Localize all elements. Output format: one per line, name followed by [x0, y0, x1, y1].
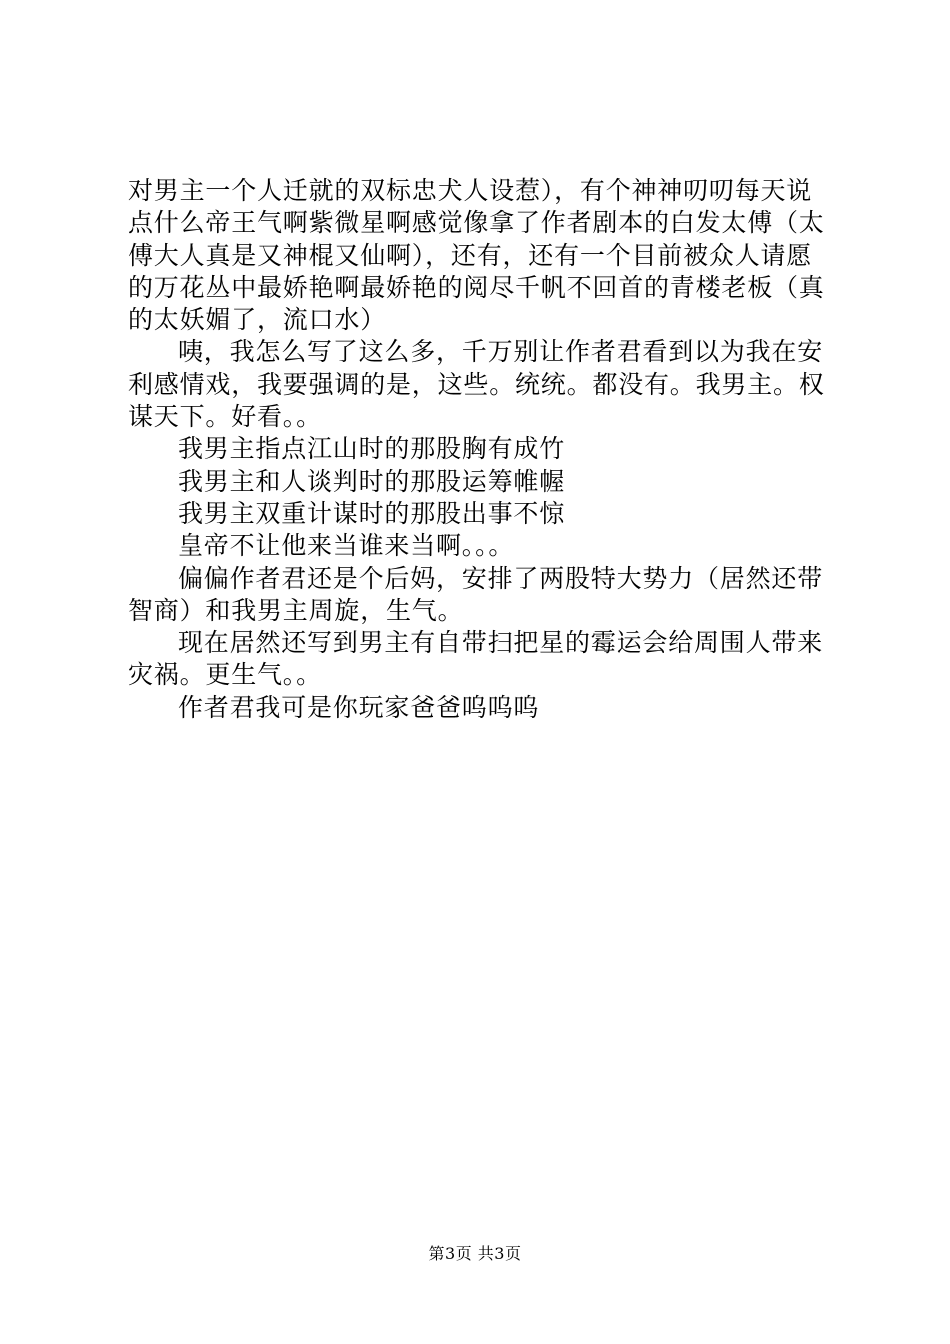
text-line: 谋天下。好看。。 [128, 402, 322, 432]
paragraph-start-line: 我男主指点江山时的那股胸有成竹 [178, 434, 566, 464]
paragraph-start-line: 我男主双重计谋时的那股出事不惊 [178, 498, 566, 528]
text-line: 灾祸。更生气。。 [128, 660, 322, 690]
text-line: 对男主一个人迁就的双标忠犬人设惹），有个神神叨叨每天说 [128, 176, 813, 205]
text-line: 傅大人真是又神棍又仙啊），还有，还有一个目前被众人请愿 [128, 240, 813, 270]
page-number-label: 第3页 共3页 [428, 1244, 522, 1263]
text-line: 的太妖媚了，流口水） [128, 305, 387, 335]
text-line: 利感情戏，我要强调的是，这些。统统。都没有。我男主。权 [128, 369, 825, 399]
text-line: 智商）和我男主周旋，生气。 [128, 595, 464, 625]
paragraph-start-line: 皇帝不让他来当谁来当啊。。。 [178, 531, 515, 561]
text-line: 点什么帝王气啊紫微星啊感觉像拿了作者剧本的白发太傅（太 [128, 208, 825, 238]
paragraph-start-line: 现在居然还写到男主有自带扫把星的霉运会给周围人带来 [178, 628, 824, 658]
text-line: 的万花丛中最娇艳啊最娇艳的阅尽千帆不回首的青楼老板（真 [128, 272, 825, 302]
paragraph-start-line: 咦，我怎么写了这么多，千万别让作者君看到以为我在安 [178, 337, 824, 367]
document-body [128, 175, 830, 724]
paragraph-start-line: 我男主和人谈判时的那股运筹帷幄 [178, 466, 566, 496]
paragraph-start-line: 作者君我可是你玩家爸爸呜呜呜 [178, 692, 540, 722]
page-footer [0, 1244, 950, 1264]
paragraph-start-line: 偏偏作者君还是个后妈，安排了两股特大势力（居然还带 [178, 563, 824, 593]
